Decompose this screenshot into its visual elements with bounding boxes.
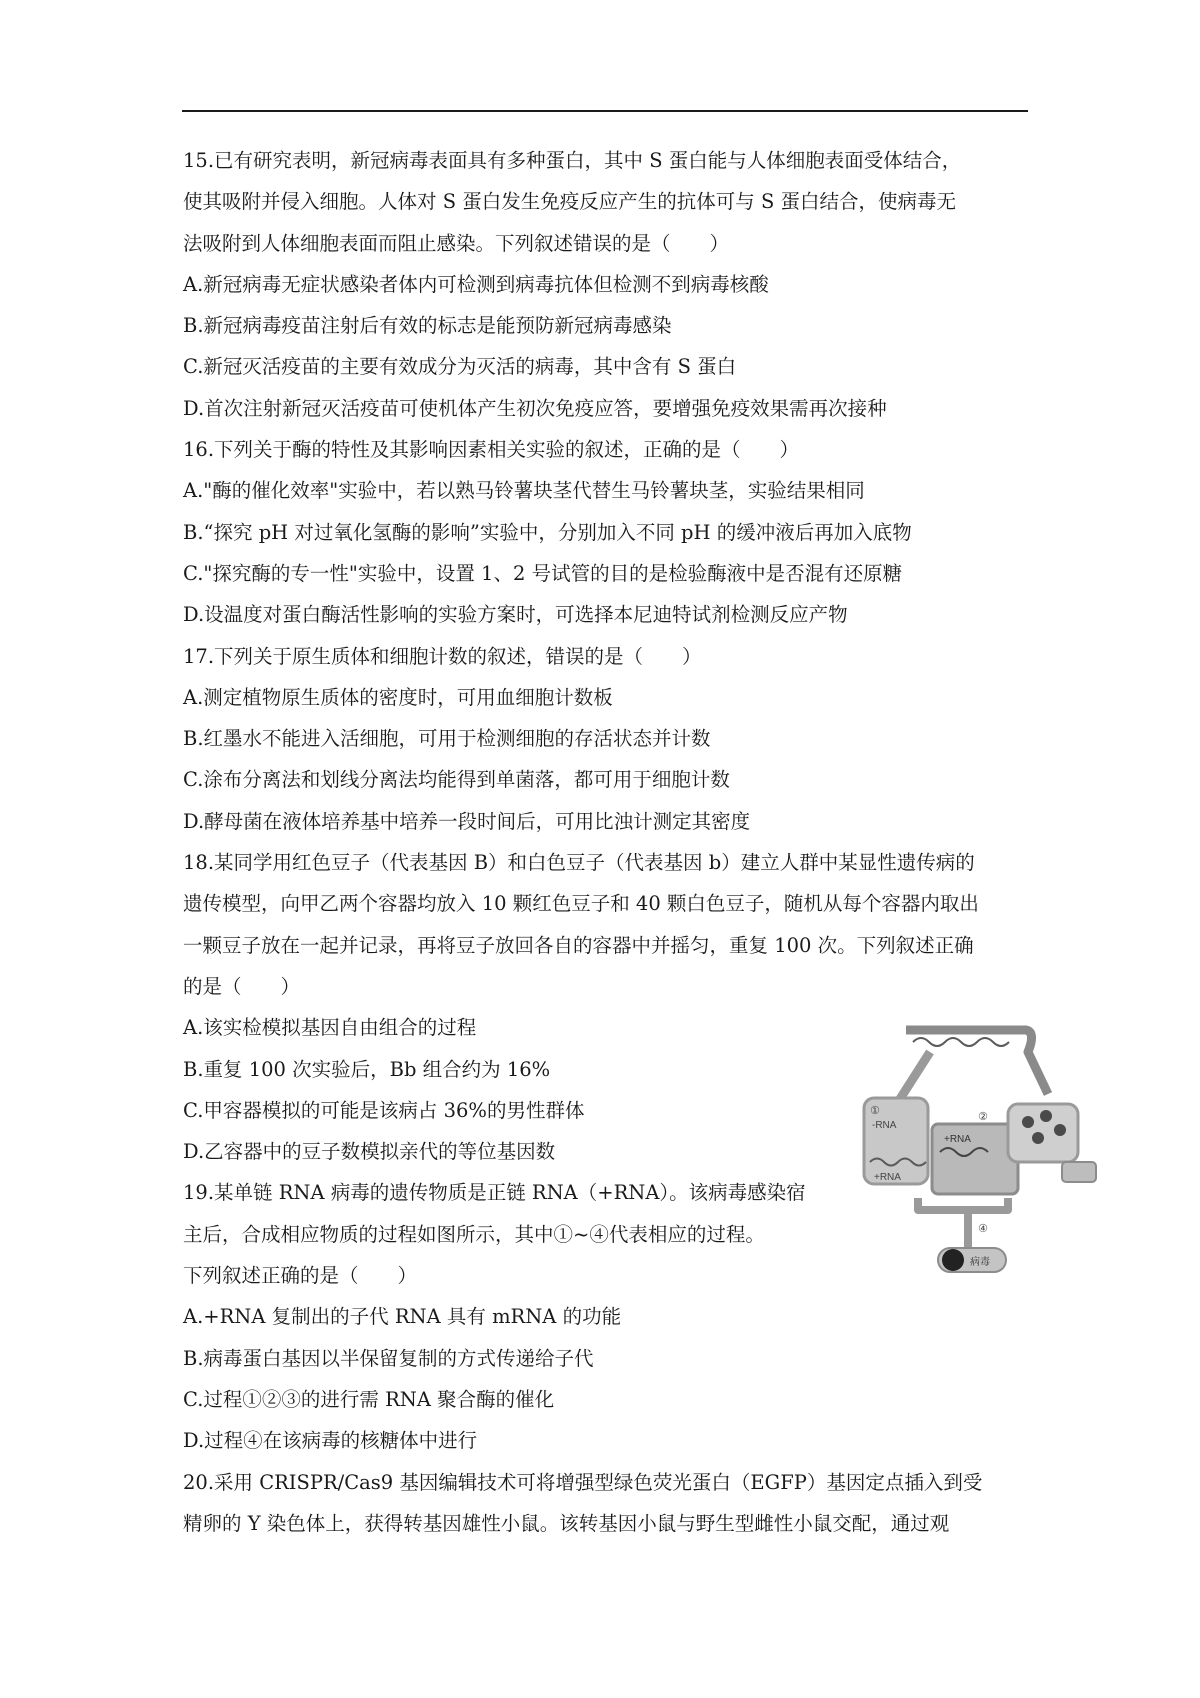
question-stem-line: 遗传模型，向甲乙两个容器均放入 10 颗红色豆子和 40 颗白色豆子，随机从每个容器内取出 [183, 892, 979, 916]
question-15 [183, 140, 1033, 429]
option-d: D.首次注射新冠灭活疫苗可使机体产生初次免疫应答，要增强免疫效果需再次接种 [183, 396, 887, 420]
protein-dot [1022, 1116, 1034, 1128]
virus-label: 病毒 [970, 1257, 990, 1268]
middle-rna-label: +RNA [944, 1134, 971, 1145]
option-d: D.乙容器中的豆子数模拟亲代的等位基因数 [183, 1140, 556, 1164]
bottom-right-path [968, 1198, 1008, 1210]
question-stem-line: 使其吸附并侵入细胞。人体对 S 蛋白发生免疫反应产生的抗体可与 S 蛋白结合，使病毒无 [183, 190, 957, 214]
option-b: B.病毒蛋白基因以半保留复制的方式传递给子代 [183, 1346, 594, 1370]
step-1-label: ① [870, 1104, 880, 1117]
protein-dot [1032, 1132, 1044, 1144]
option-a: A.该实检模拟基因自由组合的过程 [183, 1016, 477, 1040]
option-b: B.重复 100 次实验后，Bb 组合约为 16% [183, 1057, 551, 1081]
option-a: A.测定植物原生质体的密度时，可用血细胞计数板 [183, 685, 613, 709]
left-plus-rna-label: +RNA [874, 1172, 901, 1183]
option-b: B.新冠病毒疫苗注射后有效的标志是能预防新冠病毒感染 [183, 314, 672, 338]
question-stem-line: 法吸附到人体细胞表面而阻止感染。下列叙述错误的是（ ） [183, 231, 730, 255]
question-stem-line: 下列叙述正确的是（ ） [183, 1264, 418, 1288]
question-stem-line: 20.采用 CRISPR/Cas9 基因编辑技术可将增强型绿色荧光蛋白（EGFP）基因定点插入到受 [183, 1470, 983, 1494]
virus-replication-diagram [858, 1012, 1100, 1274]
question-16 [183, 429, 1033, 635]
question-stem-line: 19.某单链 RNA 病毒的遗传物质是正链 RNA（+RNA）。该病毒感染宿 [183, 1181, 806, 1205]
question-stem-line: 18.某同学用红色豆子（代表基因 B）和白色豆子（代表基因 b）建立人群中某显性遗传病的 [183, 851, 975, 875]
question-stem-line: 17.下列关于原生质体和细胞计数的叙述，错误的是（ ） [183, 644, 702, 668]
option-d: D.设温度对蛋白酶活性影响的实验方案时，可选择本尼迪特试剂检测反应产物 [183, 603, 848, 627]
top-wavy-strand [913, 1038, 1009, 1046]
question-17 [183, 636, 1033, 842]
question-stem-line: 一颗豆子放在一起并记录，再将豆子放回各自的容器中并摇匀，重复 100 次。下列叙述正确 [183, 933, 974, 957]
option-a: A."酶的催化效率"实验中，若以熟马铃薯块茎代替生马铃薯块茎，实验结果相同 [183, 479, 865, 503]
protein-dot [1040, 1110, 1052, 1122]
option-a: A.新冠病毒无症状感染者体内可检测到病毒抗体但检测不到病毒核酸 [183, 272, 769, 296]
protein-dot [1054, 1124, 1066, 1136]
option-c: C.新冠灭活疫苗的主要有效成分为灭活的病毒，其中含有 S 蛋白 [183, 355, 737, 379]
question-stem-line: 16.下列关于酶的特性及其影响因素相关实验的叙述，正确的是（ ） [183, 438, 800, 462]
question-20 [183, 1462, 1033, 1545]
option-d: D.过程④在该病毒的核糖体中进行 [183, 1429, 478, 1453]
option-a: A.+RNA 复制出的子代 RNA 具有 mRNA 的功能 [183, 1305, 622, 1329]
question-stem-line: 的是（ ） [183, 974, 301, 998]
option-d: D.酵母菌在液体培养基中培养一段时间后，可用比浊计测定其密度 [183, 809, 751, 833]
question-list [183, 140, 1033, 1544]
option-c: C.过程①②③的进行需 RNA 聚合酶的催化 [183, 1387, 555, 1411]
question-stem-line: 精卵的 Y 染色体上，获得转基因雄性小鼠。该转基因小鼠与野生型雌性小鼠交配，通过观 [183, 1511, 950, 1535]
virus-replication-figure [858, 1012, 1100, 1274]
option-b: B.“探究 pH 对过氧化氢酶的影响”实验中，分别加入不同 pH 的缓冲液后再加入底物 [183, 520, 912, 544]
option-c: C.涂布分离法和划线分离法均能得到单菌落，都可用于细胞计数 [183, 768, 730, 792]
right-tab-block [1062, 1162, 1096, 1182]
option-c: C."探究酶的专一性"实验中，设置 1、2 号试管的目的是检验酶液中是否混有还原糖 [183, 561, 903, 585]
virus-particle-icon [942, 1249, 964, 1271]
left-rna-label: -RNA [872, 1120, 897, 1131]
step-2-label: ② [978, 1110, 988, 1123]
header-rule [182, 110, 1028, 112]
question-stem-line: 15.已有研究表明，新冠病毒表面具有多种蛋白，其中 S 蛋白能与人体细胞表面受体结合， [183, 149, 962, 172]
bottom-assembly-path [918, 1198, 968, 1252]
option-c: C.甲容器模拟的可能是该病占 36%的男性群体 [183, 1098, 585, 1122]
option-b: B.红墨水不能进入活细胞，可用于检测细胞的存活状态并计数 [183, 727, 711, 751]
question-stem-line: 主后，合成相应物质的过程如图所示，其中①~④代表相应的过程。 [183, 1222, 765, 1246]
step-4-label: ④ [978, 1222, 988, 1235]
